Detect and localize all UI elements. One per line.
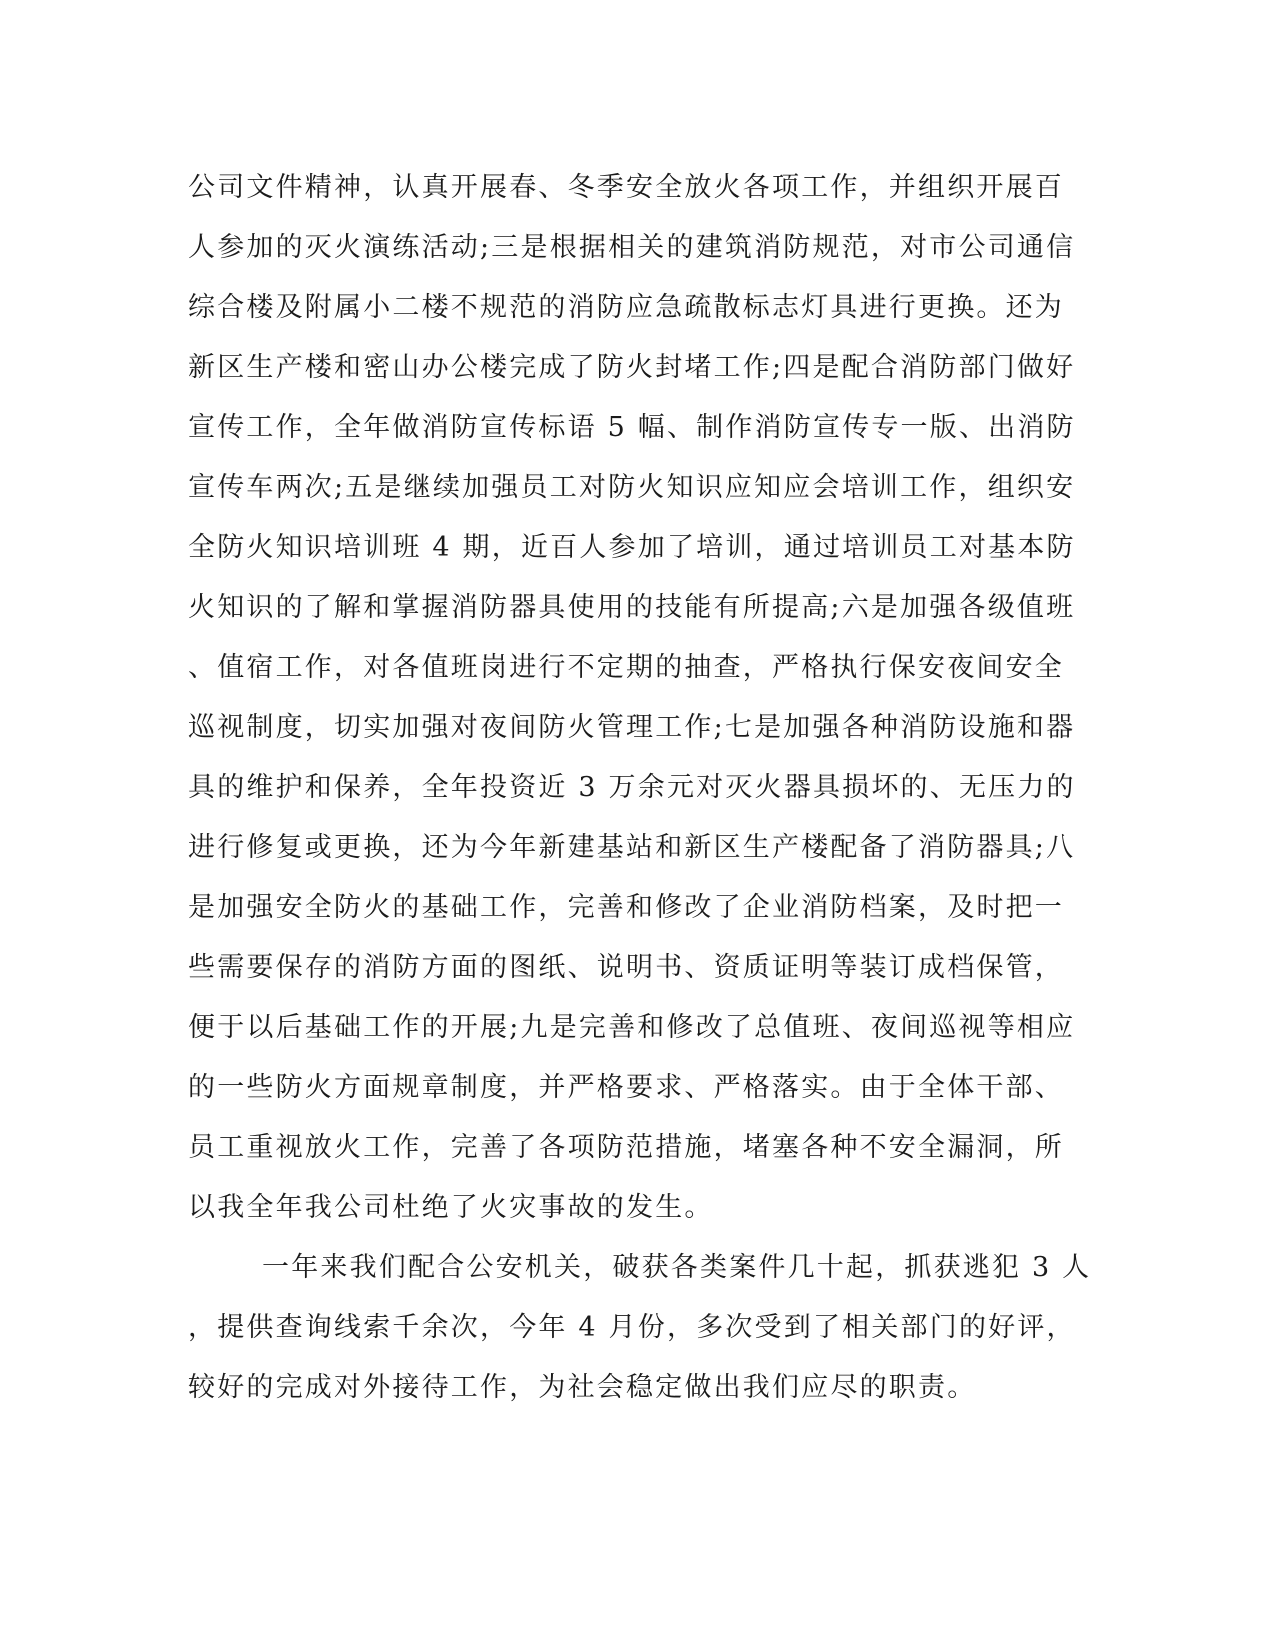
text-line: 宣传车两次;五是继续加强员工对防火知识应知应会培训工作，组织安 [188, 472, 1076, 503]
text-line: 、值宿工作，对各值班岗进行不定期的抽查，严格执行保安夜间安全 [188, 652, 1064, 683]
text-line: 员工重视放火工作，完善了各项防范措施，堵塞各种不安全漏洞，所 [188, 1132, 1064, 1163]
text-line: 具的维护和保养，全年投资近 3 万余元对灭火器具损坏的、无压力的 [188, 772, 1076, 803]
text-line: 综合楼及附属小二楼不规范的消防应急疏散标志灯具进行更换。还为 [188, 292, 1064, 323]
text-line: 新区生产楼和密山办公楼完成了防火封堵工作;四是配合消防部门做好 [188, 352, 1076, 383]
body-text [188, 158, 1092, 1418]
text-line: 的一些防火方面规章制度，并严格要求、严格落实。由于全体干部、 [188, 1072, 1064, 1103]
text-line: 人参加的灭火演练活动;三是根据相关的建筑消防规范，对市公司通信 [188, 232, 1076, 263]
text-line: 进行修复或更换，还为今年新建基站和新区生产楼配备了消防器具;八 [188, 832, 1076, 863]
text-line: 巡视制度，切实加强对夜间防火管理工作;七是加强各种消防设施和器 [188, 712, 1076, 743]
text-line: 以我全年我公司杜绝了火灾事故的发生。 [188, 1192, 714, 1223]
text-line: 公司文件精神，认真开展春、冬季安全放火各项工作，并组织开展百 [188, 172, 1064, 203]
text-line: 全防火知识培训班 4 期，近百人参加了培训，通过培训员工对基本防 [188, 532, 1076, 563]
text-line: 较好的完成对外接待工作，为社会稳定做出我们应尽的职责。 [188, 1372, 977, 1403]
text-line: 些需要保存的消防方面的图纸、说明书、资质证明等装订成档保管， [188, 952, 1064, 983]
text-line: ，提供查询线索千余次，今年 4 月份，多次受到了相关部门的好评， [188, 1312, 1076, 1343]
text-line: 火知识的了解和掌握消防器具使用的技能有所提高;六是加强各级值班 [188, 592, 1076, 623]
text-line: 是加强安全防火的基础工作，完善和修改了企业消防档案，及时把一 [188, 892, 1064, 923]
paragraph-start-line: 一年来我们配合公安机关，破获各类案件几十起，抓获逃犯 3 人 [262, 1252, 1092, 1283]
text-line: 宣传工作，全年做消防宣传标语 5 幅、制作消防宣传专一版、出消防 [188, 412, 1076, 443]
text-line: 便于以后基础工作的开展;九是完善和修改了总值班、夜间巡视等相应 [188, 1012, 1076, 1043]
